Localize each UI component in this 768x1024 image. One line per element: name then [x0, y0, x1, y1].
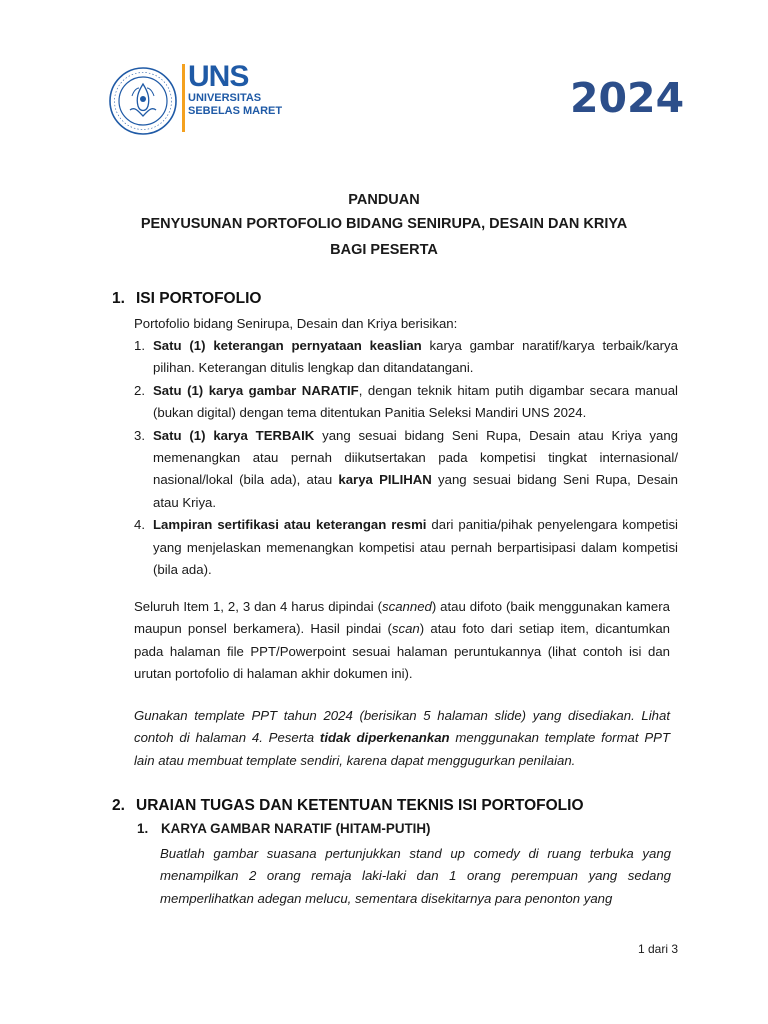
item-bold-text: Satu (1) karya TERBAIK: [153, 427, 315, 443]
template-instructions-paragraph: [134, 705, 670, 772]
item-text-2: yang sesuai bidang Seni Rupa, Desain atau Kriya.: [153, 472, 679, 510]
item-bold-text: Satu (1) karya gambar NARATIF: [153, 382, 359, 398]
subsection-title: KARYA GAMBAR NARATIF (HITAM-PUTIH): [161, 821, 431, 836]
item-text: dari panitia/pihak penyelengara kompetisi yang menjelaskan memenangkan kompetisi atau pernah berpartisipasi dalam kompetisi (bila ada).: [153, 517, 678, 578]
item-number: 2.: [134, 382, 145, 398]
text-run: Gunakan template PPT tahun 2024 (berisikan 5 halaman slide) yang disediakan. Lihat contoh di halaman 4. Peserta: [134, 708, 670, 746]
uns-logo: [108, 60, 283, 144]
section-1-heading: [112, 290, 261, 308]
item-number: 4.: [134, 517, 145, 533]
subsection-number: 1.: [137, 821, 149, 836]
item-bold-text: Lampiran sertifikasi atau keterangan resmi: [153, 517, 427, 533]
page-number: 1 dari 3: [637, 942, 678, 956]
list-item: [134, 380, 678, 425]
list-item: [134, 425, 678, 515]
subsection-heading: [137, 821, 431, 836]
scan-instructions-paragraph: [134, 596, 670, 686]
italic-run: scanned: [382, 599, 432, 614]
logo-line-2: SEBELAS MARET: [188, 105, 283, 117]
uns-seal-icon: [108, 66, 178, 136]
section-2-title: URAIAN TUGAS DAN KETENTUAN TEKNIS ISI PORTOFOLIO: [136, 797, 584, 814]
item-bold-text: Satu (1) keterangan pernyataan keaslian: [153, 338, 422, 353]
section-1-intro: Portofolio bidang Senirupa, Desain dan Kriya berisikan:: [134, 316, 458, 331]
logo-wordmark: [188, 62, 288, 118]
logo-line-1: UNIVERSITAS: [188, 92, 262, 104]
item-bold-text-2: karya PILIHAN: [338, 472, 432, 488]
section-2-heading: [112, 797, 584, 815]
title-line-1: PANDUAN: [348, 192, 420, 208]
item-text: , dengan teknik hitam putih digambar secara manual (bukan digital) dengan tema ditentukan Panitia Seleksi Mandiri UNS 2024.: [153, 382, 678, 421]
item-number: 3.: [134, 427, 145, 443]
section-1-number: 1.: [112, 290, 125, 307]
bold-run: tidak diperkenankan: [319, 730, 450, 746]
portfolio-items-list: [134, 335, 678, 581]
italic-run: scan: [391, 621, 420, 637]
logo-divider: [182, 64, 185, 132]
title-line-2: PENYUSUNAN PORTOFOLIO BIDANG SENIRUPA, DESAIN DAN KRIYA: [140, 216, 628, 232]
title-line-3: BAGI PESERTA: [330, 242, 438, 258]
section-2-number: 2.: [112, 797, 125, 814]
list-item: [134, 335, 678, 380]
list-item: [134, 514, 678, 581]
section-1-title: ISI PORTOFOLIO: [136, 290, 262, 307]
narrative-task-paragraph: Buatlah gambar suasana pertunjukkan stand up comedy di ruang terbuka yang menampilkan 2 orang remaja laki-laki dan 1 orang perempuan yang sedang memperlihatkan adegan melucu, sementara disekitarnya para penonton yang: [160, 846, 671, 906]
item-text: yang sesuai bidang Seni Rupa, Desain atau Kriya yang memenangkan atau pernah diikutsertakan pada kompetisi tingkat internasional/ nasional/lokal (bila ada), atau: [153, 427, 678, 488]
item-text: karya gambar naratif/karya terbaik/karya pilihan. Keterangan ditulis lengkap dan ditandatangani.: [153, 338, 678, 376]
item-number: 1.: [134, 338, 145, 353]
text-run: ) atau foto dari setiap item, dicantumkan pada halaman file PPT/Powerpoint sesuai halaman peruntukannya (lihat contoh isi dan urutan portofolio di halaman akhir dokumen ini).: [134, 621, 670, 682]
logo-uns-text: UNS: [188, 60, 249, 93]
document-year: 2024: [570, 74, 685, 122]
text-run: menggunakan template format PPT lain atau membuat template sendiri, karena dapat menggugurkan penilaian.: [134, 730, 670, 768]
text-run: ) atau difoto (baik menggunakan kamera maupun ponsel berkamera). Hasil pindai (: [134, 599, 670, 637]
text-run: Seluruh Item 1, 2, 3 dan 4 harus dipindai (: [134, 599, 382, 614]
